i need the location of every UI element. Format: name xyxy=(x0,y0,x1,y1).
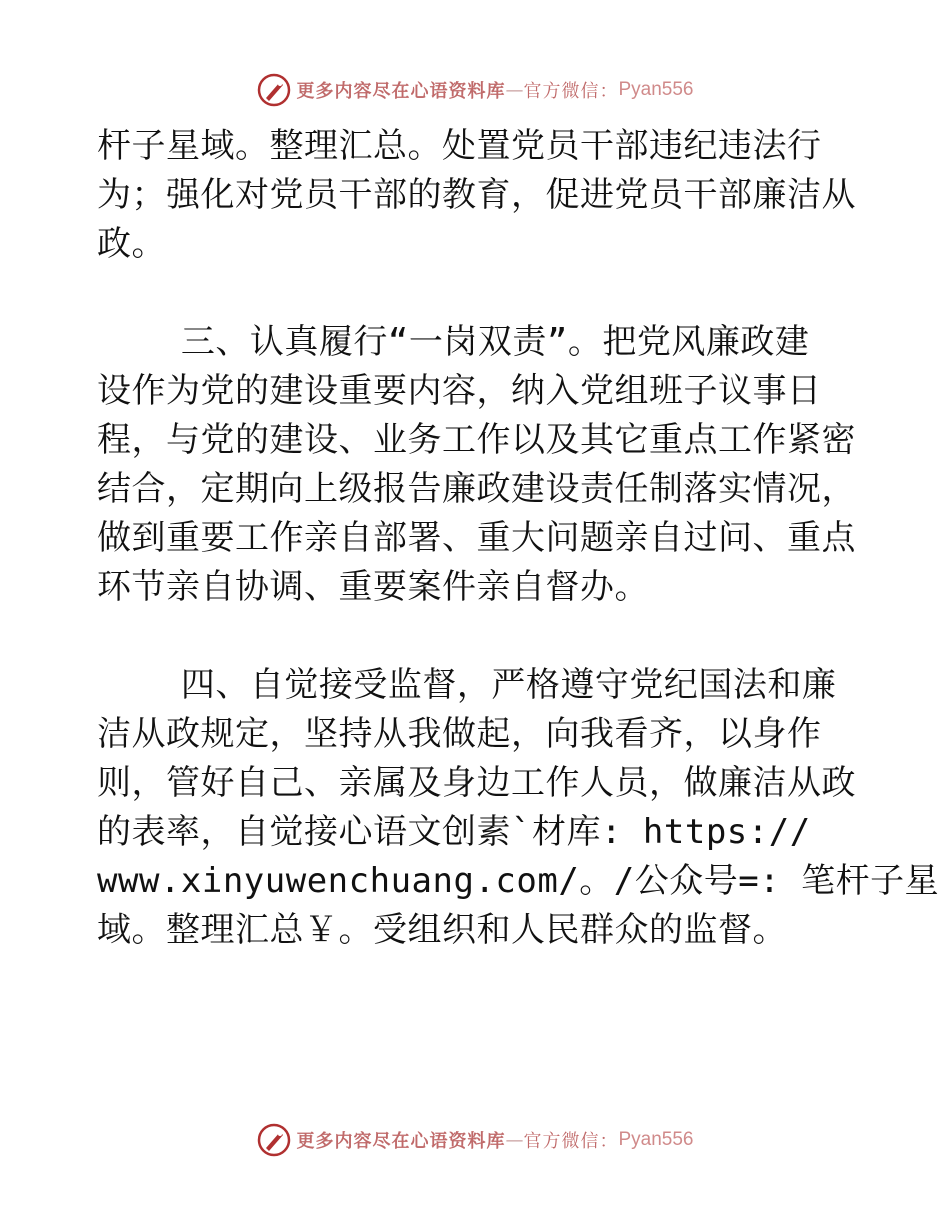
text-line: 三、认真履行“一岗双责”。把党风廉政建 xyxy=(97,322,810,362)
banner-dash: — xyxy=(505,79,524,101)
text-line: 设作为党的建设重要内容，纳入党组班子议事日 xyxy=(97,371,822,411)
banner-text: 更多内容尽在心语资料库 xyxy=(296,1131,506,1152)
document-body xyxy=(97,122,940,955)
text-line: 洁从政规定，坚持从我做起，向我看齐，以身作 xyxy=(97,714,822,754)
pen-logo-icon xyxy=(256,72,292,108)
paragraph-1 xyxy=(97,122,857,269)
header-banner xyxy=(0,70,950,110)
text-line: 域。整理汇总￥。受组织和人民群众的监督。 xyxy=(97,910,787,950)
text-line: 四、自觉接受监督，严格遵守党纪国法和廉 xyxy=(97,665,837,705)
banner-wechat-id: Pyan556 xyxy=(618,79,694,100)
text-line: 杆子星域。整理汇总。处置党员干部违纪违法行 xyxy=(97,126,822,166)
banner-wechat-label: 官方微信： xyxy=(523,1131,619,1152)
text-line: 结合，定期向上级报告廉政建设责任制落实情况， xyxy=(97,469,856,509)
banner-wechat-id: Pyan556 xyxy=(618,1129,694,1150)
banner-dash: — xyxy=(505,1129,524,1151)
text-line: 政。 xyxy=(97,224,166,264)
text-line: 做到重要工作亲自部署、重大问题亲自过问、重点 xyxy=(97,518,856,558)
paragraph-2 xyxy=(97,318,857,612)
text-line: 程，与党的建设、业务工作以及其它重点工作紧密 xyxy=(97,420,856,460)
paragraph-gap xyxy=(97,612,857,661)
text-line: 的表率，自觉接心语文创素`材库: https:// xyxy=(97,812,811,852)
pen-logo-icon xyxy=(256,1122,292,1158)
text-line: www.xinyuwenchuang.com/。/公众号=: 笔杆子星 xyxy=(97,861,940,901)
banner-wechat-label: 官方微信： xyxy=(523,81,619,102)
banner-text: 更多内容尽在心语资料库 xyxy=(296,81,506,102)
text-line: 则，管好自己、亲属及身边工作人员，做廉洁从政 xyxy=(97,763,856,803)
paragraph-gap xyxy=(97,269,857,318)
text-line: 环节亲自协调、重要案件亲自督办。 xyxy=(97,567,649,607)
paragraph-3 xyxy=(97,661,940,955)
text-line: 为；强化对党员干部的教育，促进党员干部廉洁从 xyxy=(97,175,856,215)
footer-banner xyxy=(0,1120,950,1160)
